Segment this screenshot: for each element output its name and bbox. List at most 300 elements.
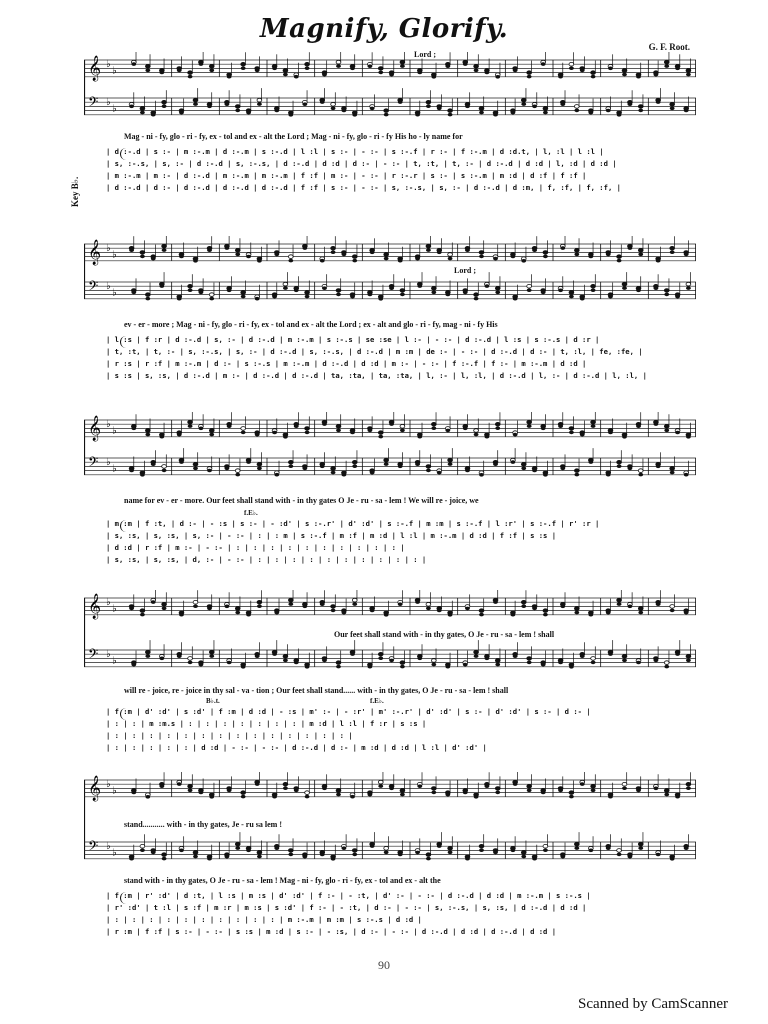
notehead (664, 789, 669, 793)
notehead (384, 458, 389, 462)
notehead (193, 259, 198, 263)
notehead (199, 663, 204, 667)
notehead (513, 297, 518, 301)
notehead (151, 462, 156, 466)
notehead (398, 602, 403, 606)
notehead (684, 473, 689, 477)
notehead (162, 469, 167, 473)
notehead (193, 855, 198, 859)
solfa-line: | f :m | r' :d' | d :t, | l :s | m :s | d' :d' | f :- | - :t, | d' :- | - :- | d :-.d | d :d | m :-.m | s :-.s | (106, 891, 591, 900)
notehead (541, 791, 546, 795)
notehead (431, 287, 436, 291)
notehead (257, 259, 262, 263)
notehead (670, 250, 675, 254)
notehead (558, 289, 563, 293)
upper-lyric: Our feet shall stand with - in thy gates, O Je - ru - sa - lem ! shall (334, 630, 555, 639)
notehead (207, 469, 212, 473)
solfa-line: | d :-.d | s :- | m :-.m | d :-.m | s :-.d | l :l | s :- | - :- | s :-.f | r :- | f :-.m | d :d.t, | l, :l | l :l | (106, 147, 604, 156)
notehead (336, 789, 341, 793)
staff-pair (84, 52, 696, 128)
notehead (241, 431, 246, 435)
notehead (638, 105, 643, 109)
notehead (445, 429, 450, 433)
notehead (159, 657, 164, 661)
notehead (686, 782, 691, 786)
notehead (257, 98, 262, 102)
notehead (638, 611, 643, 615)
notehead (400, 425, 405, 429)
notehead (591, 657, 596, 661)
notehead (495, 291, 500, 295)
notehead (606, 253, 611, 257)
notehead (437, 251, 442, 255)
notehead (543, 844, 548, 848)
notehead (350, 295, 355, 299)
notehead (400, 289, 405, 293)
notehead (628, 855, 633, 859)
notehead (527, 789, 532, 793)
notehead (521, 102, 526, 106)
notehead (193, 102, 198, 106)
notehead (591, 661, 596, 665)
notehead (474, 654, 479, 658)
notehead (320, 602, 325, 606)
notehead (336, 665, 341, 669)
solfa-line: | r' :d' | t :l | s :f | m :r | m :s | s :d' | f :- | - :t, | d :- | - :- | s, :-.s, | s, :s, | d :-.d | d :d | (106, 903, 587, 912)
notehead (654, 73, 659, 77)
notehead (591, 284, 596, 288)
notehead (199, 62, 204, 66)
notehead (145, 429, 150, 433)
notehead (622, 786, 627, 790)
notehead (521, 98, 526, 102)
notehead (541, 291, 546, 295)
notehead (426, 248, 431, 252)
notehead (574, 109, 579, 113)
notehead (638, 469, 643, 473)
notehead (193, 851, 198, 855)
notehead (193, 604, 198, 608)
notehead (177, 69, 182, 73)
notehead (199, 291, 204, 295)
notehead (513, 433, 518, 437)
notehead (622, 659, 627, 663)
notehead (445, 293, 450, 297)
notehead (532, 248, 537, 252)
notehead (193, 467, 198, 471)
notehead (670, 107, 675, 111)
solfa-line: | t, :t, | t, :- | s, :-.s, | s, :- | d :-.d | s, :-.s, | d :-.d | m :m | de :- | - :- | d :-.d | d :- | t, :l, | fe, :fe, | (106, 347, 643, 356)
notehead (398, 853, 403, 857)
notehead (527, 785, 532, 789)
brace (120, 148, 127, 160)
flat-icon: ♭ (112, 103, 117, 115)
notehead (283, 782, 288, 786)
notehead (162, 603, 167, 607)
notehead (368, 293, 373, 297)
notehead (400, 661, 405, 665)
notehead (569, 62, 574, 66)
notehead (294, 75, 299, 79)
flat-icon: ♭ (106, 649, 111, 661)
notehead (448, 113, 453, 117)
notehead (305, 62, 310, 66)
notehead (622, 286, 627, 290)
notehead (495, 791, 500, 795)
notehead (448, 109, 453, 113)
notehead (495, 659, 500, 663)
music-system-2 (84, 236, 696, 396)
notehead (283, 786, 288, 790)
notehead (527, 661, 532, 665)
notehead (384, 462, 389, 466)
scanner-watermark: Scanned by CamScanner (578, 996, 728, 1012)
notehead (235, 249, 240, 253)
notehead (495, 663, 500, 667)
notehead (574, 842, 579, 846)
notehead (378, 780, 383, 784)
solfa-line: | r :m | f :f | s :- | - :- | s :s | m :d | s :- | - :s, | d :- | - :- | d :-.d | d :d | d :-.d | d :d | (106, 927, 557, 936)
notehead (274, 473, 279, 477)
notehead (378, 297, 383, 301)
notehead (352, 853, 357, 857)
notehead (235, 842, 240, 846)
notehead (527, 420, 532, 424)
solfa-line: | d :d | r :f | m :- | - :- | : | : | : | : | : | : | : | : | : | : | (106, 543, 405, 552)
notehead (479, 609, 484, 613)
notehead (235, 846, 240, 850)
notehead (257, 604, 262, 608)
notehead (145, 795, 150, 799)
notehead (622, 282, 627, 286)
notehead (283, 286, 288, 290)
notehead (352, 460, 357, 464)
notehead (350, 652, 355, 656)
flat-icon: ♭ (106, 243, 111, 255)
notehead (638, 846, 643, 850)
notehead (560, 855, 565, 859)
notehead (664, 429, 669, 433)
notehead (378, 784, 383, 788)
notehead (241, 427, 246, 431)
notehead (398, 259, 403, 263)
solfa-line: | : | : | : | : | : | : | : | : | : | : | m :-.m | m :m | s :-.s | d :d | (106, 915, 422, 924)
notehead (445, 793, 450, 797)
notehead (336, 429, 341, 433)
notehead (398, 100, 403, 104)
notehead (463, 291, 468, 295)
notehead (370, 251, 375, 255)
brace (120, 892, 127, 904)
brace (120, 336, 127, 348)
notehead (384, 257, 389, 261)
notehead (151, 257, 156, 261)
notehead (207, 248, 212, 252)
notehead (426, 244, 431, 248)
notehead (628, 605, 633, 609)
notehead (628, 246, 633, 250)
notehead (426, 607, 431, 611)
notehead (131, 663, 136, 667)
notehead (331, 107, 336, 111)
notehead (431, 659, 436, 663)
notehead (179, 849, 184, 853)
notehead (437, 471, 442, 475)
notehead (145, 293, 150, 297)
notehead (426, 857, 431, 861)
notehead (322, 659, 327, 663)
notehead (588, 460, 593, 464)
notehead (417, 657, 422, 661)
notehead (129, 248, 134, 252)
notehead (352, 259, 357, 263)
notehead (511, 613, 516, 617)
notehead (527, 424, 532, 428)
notehead (448, 462, 453, 466)
notehead (543, 111, 548, 115)
notehead (580, 297, 585, 301)
notehead (558, 75, 563, 79)
notehead (448, 257, 453, 261)
notehead (474, 69, 479, 73)
notehead (437, 107, 442, 111)
notehead (686, 655, 691, 659)
bass-clef-icon: 𝄢 (88, 93, 99, 113)
notehead (670, 471, 675, 475)
notehead (305, 427, 310, 431)
notehead (188, 657, 193, 661)
notehead (294, 289, 299, 293)
notehead (636, 289, 641, 293)
notehead (207, 105, 212, 109)
notehead (274, 109, 279, 113)
flat-icon: ♭ (106, 59, 111, 71)
notehead (272, 431, 277, 435)
notehead (294, 789, 299, 793)
music-system-4 (84, 590, 696, 762)
notehead (274, 253, 279, 257)
notehead (431, 422, 436, 426)
notehead (283, 69, 288, 73)
notehead (485, 657, 490, 661)
notehead (400, 293, 405, 297)
solfa-line: | m :-.m | m :- | d :-.d | m :-.m | m :-.m | f :f | m :- | - :- | r :-.r | s :- | s :-.m | m :d | d :f | f :f | (106, 171, 587, 180)
notehead (199, 791, 204, 795)
notehead (656, 465, 661, 469)
notehead (283, 659, 288, 663)
notehead (162, 465, 167, 469)
notehead (638, 473, 643, 477)
notehead (305, 66, 310, 70)
notehead (370, 471, 375, 475)
notehead (511, 460, 516, 464)
notehead (255, 433, 260, 437)
notehead (305, 795, 310, 799)
notehead (272, 652, 277, 656)
lyric-line: will re - joice, re - joice in thy sal - va - tion ; Our feet shall stand...... with - in thy gates, O Je - ru - sa - lem ! shall (124, 686, 509, 695)
notehead (225, 102, 230, 106)
notehead (622, 69, 627, 73)
flat-icon: ♭ (112, 655, 117, 667)
notehead (188, 661, 193, 665)
treble-clef-icon: 𝄞 (88, 594, 102, 620)
notehead (684, 611, 689, 615)
notehead (521, 259, 526, 263)
notehead (140, 255, 145, 259)
solfa-line: | s :s | s, :s, | d :-.d | m :- | d :-.d | d :-.d | ta, :ta, | ta, :ta, | l, :- | l, :l, | d :-.d | l, :- | d :-.d | l, :l, | (106, 371, 647, 380)
notehead (617, 113, 622, 117)
notehead (389, 787, 394, 791)
notehead (654, 787, 659, 791)
notehead (288, 460, 293, 464)
notehead (384, 109, 389, 113)
notehead (336, 293, 341, 297)
notehead (342, 109, 347, 113)
notehead (686, 69, 691, 73)
notehead (352, 849, 357, 853)
notehead (513, 654, 518, 658)
notehead (511, 255, 516, 259)
notehead (426, 100, 431, 104)
notehead (426, 469, 431, 473)
notehead (513, 782, 518, 786)
notehead (227, 424, 232, 428)
notehead (288, 598, 293, 602)
notehead (188, 424, 193, 428)
notehead (384, 113, 389, 117)
notehead (209, 297, 214, 301)
lyric-line: name for ev - er - more. Our feet shall stand with - in thy gates O Je - ru - sa - lem ! We will re - joice, we (124, 496, 479, 505)
notehead (209, 433, 214, 437)
notehead (302, 467, 307, 471)
music-system-1 (70, 50, 696, 220)
flat-icon: ♭ (106, 779, 111, 791)
notehead (188, 288, 193, 292)
solfa-line: | m :m | f :t, | d :- | - :s | s :- | - :d' | s :-.r' | d' :d' | s :-.f | m :m | s :-.f | l :r' | s :-.f | r' :r | (106, 519, 600, 528)
notehead (606, 473, 611, 477)
notehead (670, 857, 675, 861)
notehead (431, 426, 436, 430)
notehead (558, 789, 563, 793)
notehead (569, 295, 574, 299)
notehead (569, 291, 574, 295)
notehead (558, 424, 563, 428)
notehead (569, 791, 574, 795)
notehead (664, 64, 669, 68)
notehead (400, 60, 405, 64)
notehead (580, 782, 585, 786)
notehead (302, 246, 307, 250)
notehead (493, 600, 498, 604)
notehead (257, 467, 262, 471)
notehead (350, 795, 355, 799)
notehead (384, 851, 389, 855)
notehead (541, 663, 546, 667)
bass-clef-icon: 𝄢 (88, 837, 99, 857)
key-label: Key B♭. (70, 176, 80, 207)
treble-clef-icon: 𝄞 (88, 416, 102, 442)
notehead (608, 67, 613, 71)
notehead (140, 848, 145, 852)
notehead (532, 469, 537, 473)
solfa-line: | f :m | d' :d' | s :d' | f :m | d :d | - :s | m' :- | - :r' | m' :-.r' | d' :d' | s :- | d' :d' | s :- | d :- | (106, 707, 591, 716)
solfa-line: | r :s | r :f | m :-.m | d :- | s :-.s | m :-.m | d :-.d | d :d | m :- | - :- | f :-.f | f :- | m :-.m | d :d | (106, 359, 587, 368)
notehead (654, 422, 659, 426)
notehead (622, 73, 627, 77)
notehead (448, 253, 453, 257)
notehead (389, 659, 394, 663)
notehead (140, 111, 145, 115)
notehead (654, 659, 659, 663)
notehead (521, 604, 526, 608)
notehead (664, 665, 669, 669)
notehead (417, 284, 422, 288)
notehead (664, 425, 669, 429)
notehead (686, 282, 691, 286)
notehead (521, 600, 526, 604)
notehead (675, 295, 680, 299)
solfa-line: | d :-.d | d :- | d :-.d | d :-.d | d :-.d | f :f | s :- | - :- | s, :-.s, | s, :- | d :-.d | d :m, | f, :f, | f, :f, | (106, 183, 621, 192)
solfa-line: | l :s | f :r | d :-.d | s, :- | d :-.d | m :-.m | s :-.s | se :se | l :- | - :- | d :-.d | l :s | s :-.s | d :r | (106, 335, 600, 344)
notehead (342, 253, 347, 257)
notehead (670, 609, 675, 613)
notehead (400, 789, 405, 793)
notehead (670, 605, 675, 609)
staff-pair (84, 412, 696, 488)
notehead (241, 795, 246, 799)
notehead (131, 62, 136, 66)
notehead (241, 291, 246, 295)
brace (120, 708, 127, 720)
notehead (606, 611, 611, 615)
notehead (638, 249, 643, 253)
notehead (235, 253, 240, 257)
notehead (188, 785, 193, 789)
notehead (288, 853, 293, 857)
notehead (560, 102, 565, 106)
notehead (463, 791, 468, 795)
notehead (209, 654, 214, 658)
notehead (389, 286, 394, 290)
notehead (485, 784, 490, 788)
notehead (302, 605, 307, 609)
notehead (331, 605, 336, 609)
notehead (227, 75, 232, 79)
notehead (188, 71, 193, 75)
notehead (140, 107, 145, 111)
notehead (177, 654, 182, 658)
notehead (426, 853, 431, 857)
notehead (257, 851, 262, 855)
notehead (664, 793, 669, 797)
notehead (445, 64, 450, 68)
notehead (225, 855, 230, 859)
notehead (591, 71, 596, 75)
notehead (352, 602, 357, 606)
notehead (331, 250, 336, 254)
notehead (675, 67, 680, 71)
notehead (352, 113, 357, 117)
notehead (131, 791, 136, 795)
notehead (527, 288, 532, 292)
notehead (272, 295, 277, 299)
notehead (463, 427, 468, 431)
notehead (574, 846, 579, 850)
notehead (580, 654, 585, 658)
music-system-3 (84, 412, 696, 582)
notehead (162, 104, 167, 108)
notehead (246, 111, 251, 115)
